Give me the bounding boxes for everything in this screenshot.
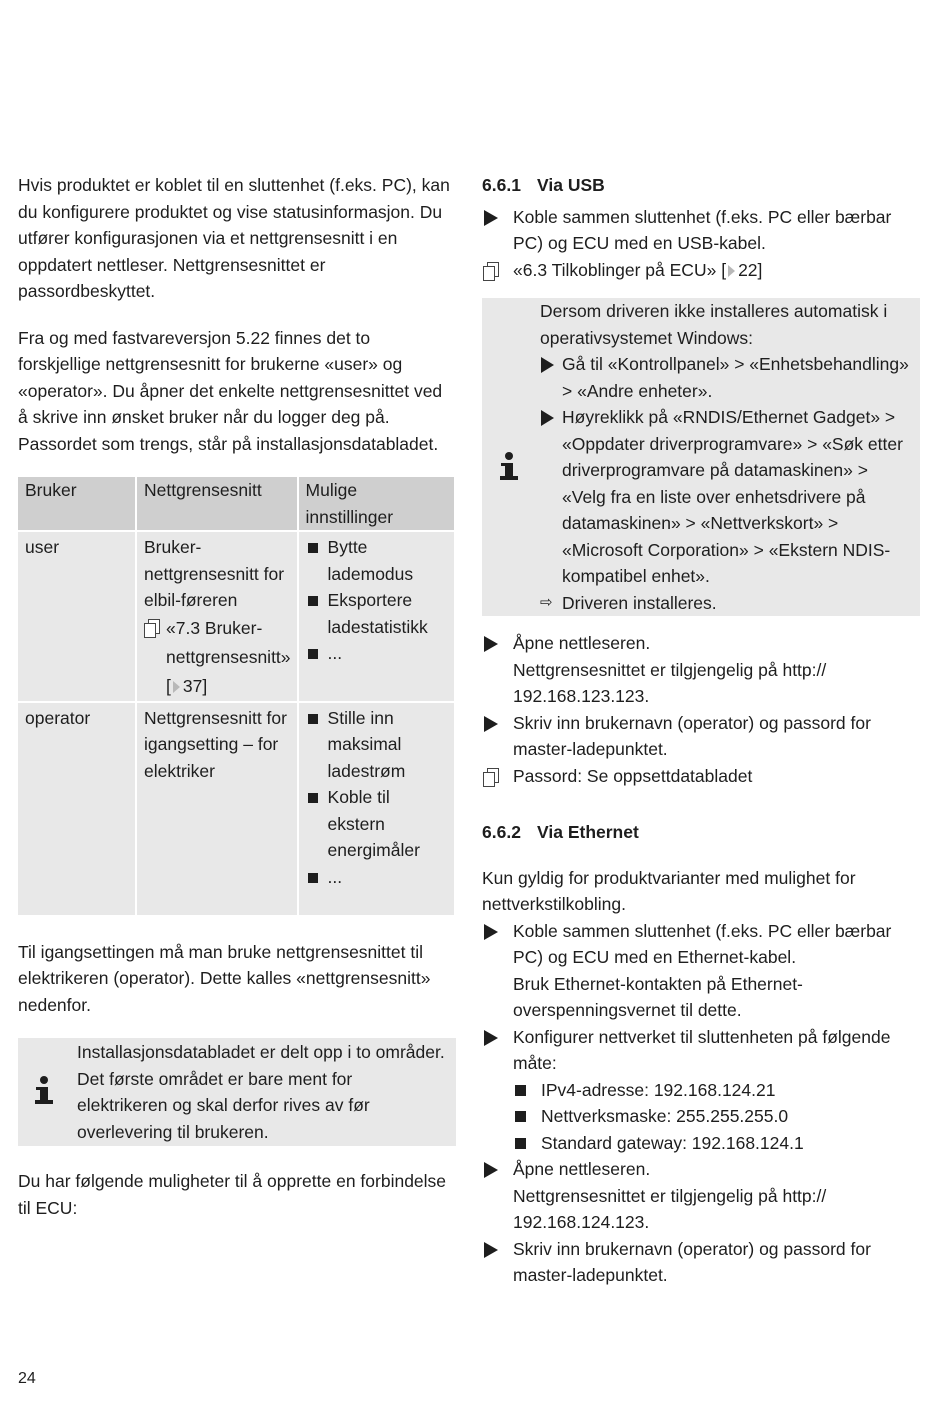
intro-paragraph-2: Fra og med fastvareversjon 5.22 finnes det to forskjellige nettgrensesnitt for brukerne «user» og «operator». Du åpner det enkelte nettgrensesnittet ved å skrive inn ønsket bruker når du logger deg på. Passordet som trengs, står på installasjonsdatabladet.: [18, 327, 443, 454]
step-text: Skriv inn brukernavn (operator) og passord for master-ladepunktet.: [513, 712, 871, 759]
driver-info-box: [482, 298, 920, 616]
document-reference-icon: [483, 262, 499, 280]
usb-step-login: [482, 710, 920, 763]
reference-text: Passord: Se oppsettdatabladet: [513, 765, 753, 786]
cross-reference-text: «6.3 Tilkoblinger på ECU»: [513, 259, 717, 280]
section-heading-usb: [482, 172, 920, 199]
cross-reference-text: «7.3 Bruker-nettgrensesnitt»: [166, 617, 291, 667]
info-intro: Dersom driveren ikke installeres automatisk i operativsystemet Windows:: [540, 301, 888, 348]
cross-reference[interactable]: [144, 614, 291, 701]
table-header-bruker: Bruker: [18, 477, 136, 531]
settings-list: [306, 534, 448, 667]
section-title: Via Ethernet: [537, 822, 639, 842]
section-heading-ethernet: [482, 819, 920, 846]
step-text: Konfigurer nettverket til sluttenheten på følgende måte:: [513, 1026, 891, 1073]
step-arrow-icon: [484, 716, 498, 732]
intro-paragraph-1: Hvis produktet er koblet til en sluttenhet (f.eks. PC), kan du konfigurere produktet og vise statusinformasjon. Du utfører konfigurasjonen via et nettgrensesnitt i en oppdatert nettleser. Nettgrensesnittet er passordbeskyttet.: [18, 175, 450, 301]
password-reference: [482, 763, 920, 790]
list-item: Standard gateway: 192.168.124.1: [513, 1130, 920, 1157]
step-text: Åpne nettleseren.: [513, 633, 651, 653]
list-item: IPv4-adresse: 192.168.124.21: [513, 1077, 920, 1104]
list-item: Bytte lademodus: [306, 534, 448, 587]
left-column: [18, 172, 456, 1221]
step-subtext: Nettgrensesnittet er tilgjengelig på http:// 192.168.123.123.: [513, 659, 827, 706]
step-arrow-icon: [484, 636, 498, 652]
cross-reference-page: 37]: [182, 675, 208, 696]
info-result: [540, 590, 910, 617]
page-arrow-icon: [173, 681, 180, 693]
step-arrow-icon: [484, 1162, 498, 1178]
table-cell-user: operator: [18, 702, 136, 915]
step-arrow-icon: [541, 410, 554, 426]
info-icon: [499, 452, 521, 482]
ethernet-step-login: [482, 1236, 920, 1289]
step-arrow-icon: [541, 357, 554, 373]
step-arrow-icon: [484, 1030, 498, 1046]
list-item: ...: [306, 864, 448, 891]
document-reference-icon: [483, 768, 499, 786]
page-arrow-icon: [728, 265, 735, 277]
table-cell-user: user: [18, 531, 136, 702]
table-cell-interface: Nettgrensesnitt for igangsetting – for elektriker: [136, 702, 298, 915]
ethernet-step-connect: [482, 918, 920, 1024]
right-column: [482, 172, 920, 1289]
table-cell-settings: [298, 702, 454, 915]
section-number: 6.6.2: [482, 822, 521, 842]
connection-options-paragraph: Du har følgende muligheter til å opprette en forbindelse til ECU:: [18, 1171, 447, 1218]
step-arrow-icon: [484, 210, 498, 226]
section-number: 6.6.1: [482, 175, 521, 195]
step-text: Koble sammen sluttenhet (f.eks. PC eller bærbar PC) og ECU med en Ethernet-kabel.: [513, 920, 892, 967]
table-cell-interface: [136, 531, 298, 702]
usb-step-connect: [482, 204, 920, 257]
user-interface-table: [18, 477, 454, 915]
interface-description: Bruker-nettgrensesnitt for elbil-føreren: [144, 537, 285, 610]
info-step: [540, 351, 910, 404]
info-box: [18, 1038, 456, 1146]
step-text: Høyreklikk på «RNDIS/Ethernet Gadget» > «Oppdater driverprogramvare» > «Søk etter driverprogramvare på datamaskinen» > «Velg fra en liste over enhetsdrivere på datamaskinen» > «Nettverkskort» > «Microsoft Corporation» > «Ekstern NDIS-kompatibel enhet».: [562, 407, 903, 586]
network-settings-list: [513, 1077, 920, 1157]
section-title: Via USB: [537, 175, 605, 195]
info-step: [540, 404, 910, 590]
list-item: Eksportere ladestatistikk: [306, 587, 448, 640]
info-text: Installasjonsdatabladet er delt opp i to områder. Det første området er bare ment for elektrikeren og skal derfor rives av før overlevering til brukeren.: [77, 1042, 445, 1142]
list-item: Koble til ekstern energimåler: [306, 784, 448, 864]
list-item: Stille inn maksimal ladestrøm: [306, 705, 448, 785]
step-arrow-icon: [484, 1242, 498, 1258]
step-arrow-icon: [484, 924, 498, 940]
operator-paragraph: Til igangsettingen må man bruke nettgrensesnittet til elektrikeren (operator). Dette kalles «nettgrensesnitt» nedenfor.: [18, 941, 431, 1015]
settings-list: [306, 705, 448, 891]
step-subtext: Bruk Ethernet-kontakten på Ethernet-overspenningsvernet til dette.: [513, 973, 803, 1020]
cross-reference-open: [: [721, 259, 727, 280]
step-text: Skriv inn brukernavn (operator) og passord for master-ladepunktet.: [513, 1238, 871, 1285]
usb-step-open-browser: [482, 630, 920, 710]
step-text: Koble sammen sluttenhet (f.eks. PC eller bærbar PC) og ECU med en USB-kabel.: [513, 206, 892, 253]
table-header-innstillinger: Mulige innstillinger: [298, 477, 454, 531]
list-item: ...: [306, 640, 448, 667]
ethernet-step-open-browser: [482, 1156, 920, 1236]
info-icon: [34, 1076, 56, 1106]
document-reference-icon: [144, 619, 160, 637]
table-row: [18, 702, 454, 915]
cross-reference-page: 22]: [738, 259, 763, 280]
table-cell-settings: [298, 531, 454, 702]
step-subtext: Nettgrensesnittet er tilgjengelig på http:// 192.168.124.123.: [513, 1185, 827, 1232]
table-row: [18, 531, 454, 702]
result-arrow-icon: ⇨: [540, 593, 553, 611]
page-number: 24: [18, 1370, 36, 1387]
ethernet-step-configure: [482, 1024, 920, 1157]
list-item: Nettverksmaske: 255.255.255.0: [513, 1103, 920, 1130]
ethernet-intro: Kun gyldig for produktvarianter med mulighet for nettverkstilkobling.: [482, 867, 856, 914]
cross-reference[interactable]: [482, 257, 920, 284]
cross-reference-open: [: [166, 675, 171, 696]
table-header-row: [18, 477, 454, 531]
step-text: Gå til «Kontrollpanel» > «Enhetsbehandling» > «Andre enheter».: [562, 354, 909, 401]
result-text: Driveren installeres.: [562, 592, 717, 613]
step-text: Åpne nettleseren.: [513, 1159, 651, 1179]
table-header-nettgrensesnitt: Nettgrensesnitt: [136, 477, 298, 531]
